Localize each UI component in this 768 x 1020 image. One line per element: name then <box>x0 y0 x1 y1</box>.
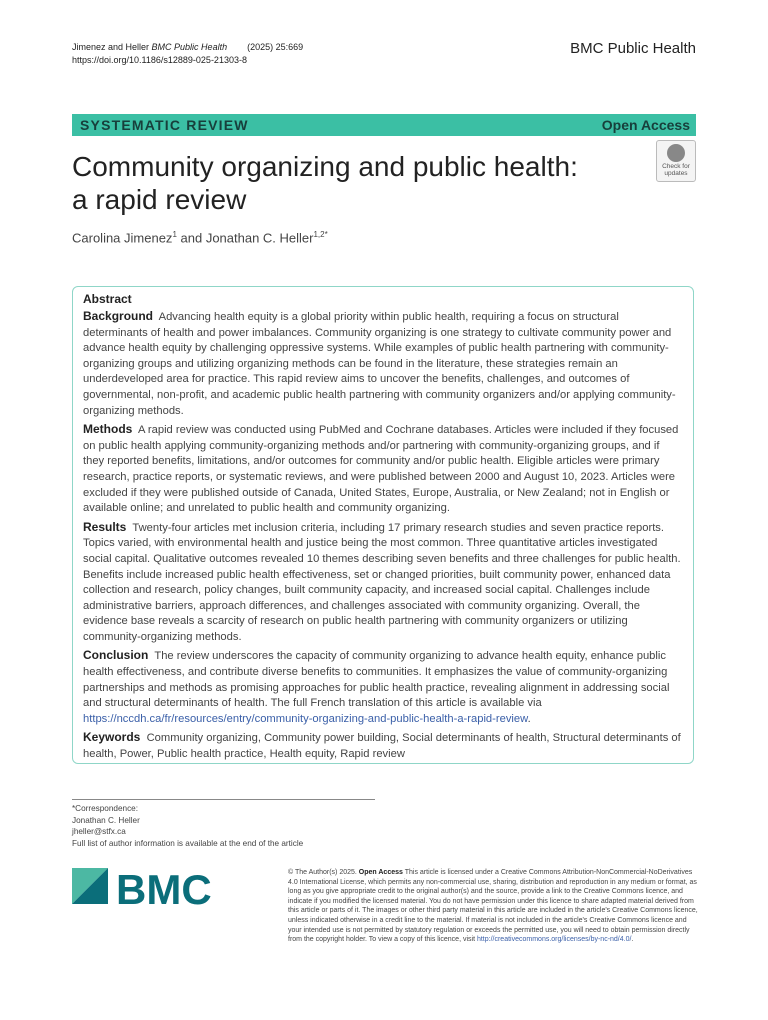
license-text <box>288 868 698 945</box>
check-updates-line2: updates <box>664 170 688 177</box>
logo-text: BMC <box>116 868 212 912</box>
author-separator: and <box>176 230 206 246</box>
correspondence-label: *Correspondence: <box>72 804 138 813</box>
article-type: SYSTEMATIC REVIEW <box>80 117 249 133</box>
abstract-results <box>83 520 683 646</box>
author-2: Jonathan C. Heller <box>205 230 314 246</box>
header-journal: BMC Public Health <box>151 42 228 52</box>
abstract-conclusion <box>83 648 683 727</box>
abstract-methods <box>83 422 683 517</box>
conclusion-text: The review underscores the capacity of community organizing to advance health equity, enhance public health effectiveness, and contribute diverse benefits to communities. It emphasizes the value of community-organizing partnerships and methods as promising approaches for public health practice, revealing alignment in addressing social and structural determinants of health. The full French translation of this article is available via <box>83 650 670 710</box>
title-line-2: a rapid review <box>72 184 247 215</box>
journal-name: BMC Public Health <box>570 40 696 57</box>
keywords-label: Keywords <box>83 730 141 745</box>
abstract-heading: Abstract <box>83 292 132 306</box>
license-end: . <box>631 936 634 944</box>
bmc-logo-mark <box>72 868 216 912</box>
author-1: Carolina Jimenez <box>72 230 173 246</box>
article-title <box>72 150 632 216</box>
copyright-text: © The Author(s) 2025. <box>288 869 359 876</box>
methods-label: Methods <box>83 422 133 437</box>
conclusion-end: . <box>527 712 531 725</box>
header-authors: Jimenez and Heller <box>72 42 152 52</box>
background-text: Advancing health equity is a global priority within public health, requiring a focus on structural determinants of health and power imbalances. Community organizing is one strategy to cultivate community power and advance health equity by challenging oppressive systems. While examples of public health partnering with community-organizing groups and utilizing organizing methods can be found in the literature, these strategies remain an underdeveloped area for practice. This rapid review aims to uncover the benefits, challenges, and outcomes of governmental, non-profit, and academic public health partnering with community organizers and/or applying community-organizing methods. <box>83 311 676 417</box>
background-label: Background <box>83 309 154 323</box>
check-for-updates-badge[interactable] <box>656 140 696 182</box>
abstract-keywords <box>83 730 683 762</box>
bmc-logo <box>72 868 216 912</box>
header-year-volume: (2025) 25:669 <box>247 42 304 52</box>
methods-text: A rapid review was conducted using PubMed and Cochrane databases. Articles were included if they focused on public health applying community-organizing methods and/or partnering with community-organizing groups, and if they reported benefits, limitations, and/or outcomes for community and/or public health. Eligible articles were primary research, practice reports, or systematic reviews, and were published between 2000 and August 10, 2023. Articles were excluded if they were published outside of Canada, United States, Europe, Australia, or New Zealand; not in English or available online; and unrelated to public health and community organizing. <box>83 424 679 515</box>
correspondence-email[interactable]: jheller@stfx.ca <box>72 827 126 836</box>
check-updates-icon <box>667 144 685 162</box>
article-type-banner <box>72 114 696 136</box>
results-label: Results <box>83 519 127 534</box>
keywords-text: Community organizing, Community power building, Social determinants of health, Structural determinants of health, Power, Public health practice, Health equity, Rapid review <box>83 732 681 761</box>
title-line-1: Community organizing and public health: <box>72 151 578 182</box>
correspondence-block <box>72 803 303 849</box>
author-2-affiliation: 1,2* <box>313 230 328 239</box>
author-list <box>72 230 328 245</box>
license-open-access: Open Access <box>358 869 403 876</box>
check-updates-line1: Check for <box>662 163 690 170</box>
header-doi[interactable]: https://doi.org/10.1186/s12889-025-21303-8 <box>72 55 247 65</box>
citation-header <box>72 41 303 67</box>
license-body: This article is licensed under a Creative Commons Attribution-NonCommercial-NoDerivatives 4.0 International License, which permits any non-commercial use, sharing, distribution and reproduction in any medium or format, as long as you give appropriate credit to the original author(s) and the source, provide a link to the Creative Commons licence, and indicate if you modified the licensed material. You do not have permission under this licence to share adapted material derived from this article or parts of it. The images or other third party material in this article are included in the article's Creative Commons licence, unless indicated otherwise in a credit line to the material. If material is not included in the article's Creative Commons licence and your intended use is not permitted by statutory regulation or exceeds the permitted use, you will need to obtain permission directly from the copyright holder. To view a copy of this licence, visit <box>288 869 698 944</box>
author-1-affiliation: 1 <box>172 230 177 239</box>
open-access-label: Open Access <box>601 117 690 133</box>
correspondence-name: Jonathan C. Heller <box>72 815 140 825</box>
footnote-divider <box>72 799 375 800</box>
abstract-box <box>72 286 694 764</box>
conclusion-label: Conclusion <box>83 648 149 663</box>
french-translation-link[interactable]: https://nccdh.ca/fr/resources/entry/community-organizing-and-public-health-a-rapid-review <box>83 712 528 725</box>
results-text: Twenty-four articles met inclusion criteria, including 17 primary research studies and seven practice reports. Topics varied, with environmental health and justice being the most common. Three quantitative articles investigated social capital. Qualitative outcomes revealed 10 themes describing seven benefits and three challenges for public health. Benefits include increased public health effectiveness, set or changed priorities, built community power, enhanced data collection and research, policy changes, built community capacity, and increased social capital. Challenges include administrative barriers, approach differences, and challenges associated with community organizing. Overall, the evidence base reveals a scarcity of research on public health partnering with community organizers or utilizing community-organizing methods. <box>83 521 681 643</box>
license-link[interactable]: http://creativecommons.org/licenses/by-nc-nd/4.0/ <box>476 936 632 944</box>
abstract-background <box>83 309 683 419</box>
author-info-note: Full list of author information is available at the end of the article <box>72 838 304 848</box>
